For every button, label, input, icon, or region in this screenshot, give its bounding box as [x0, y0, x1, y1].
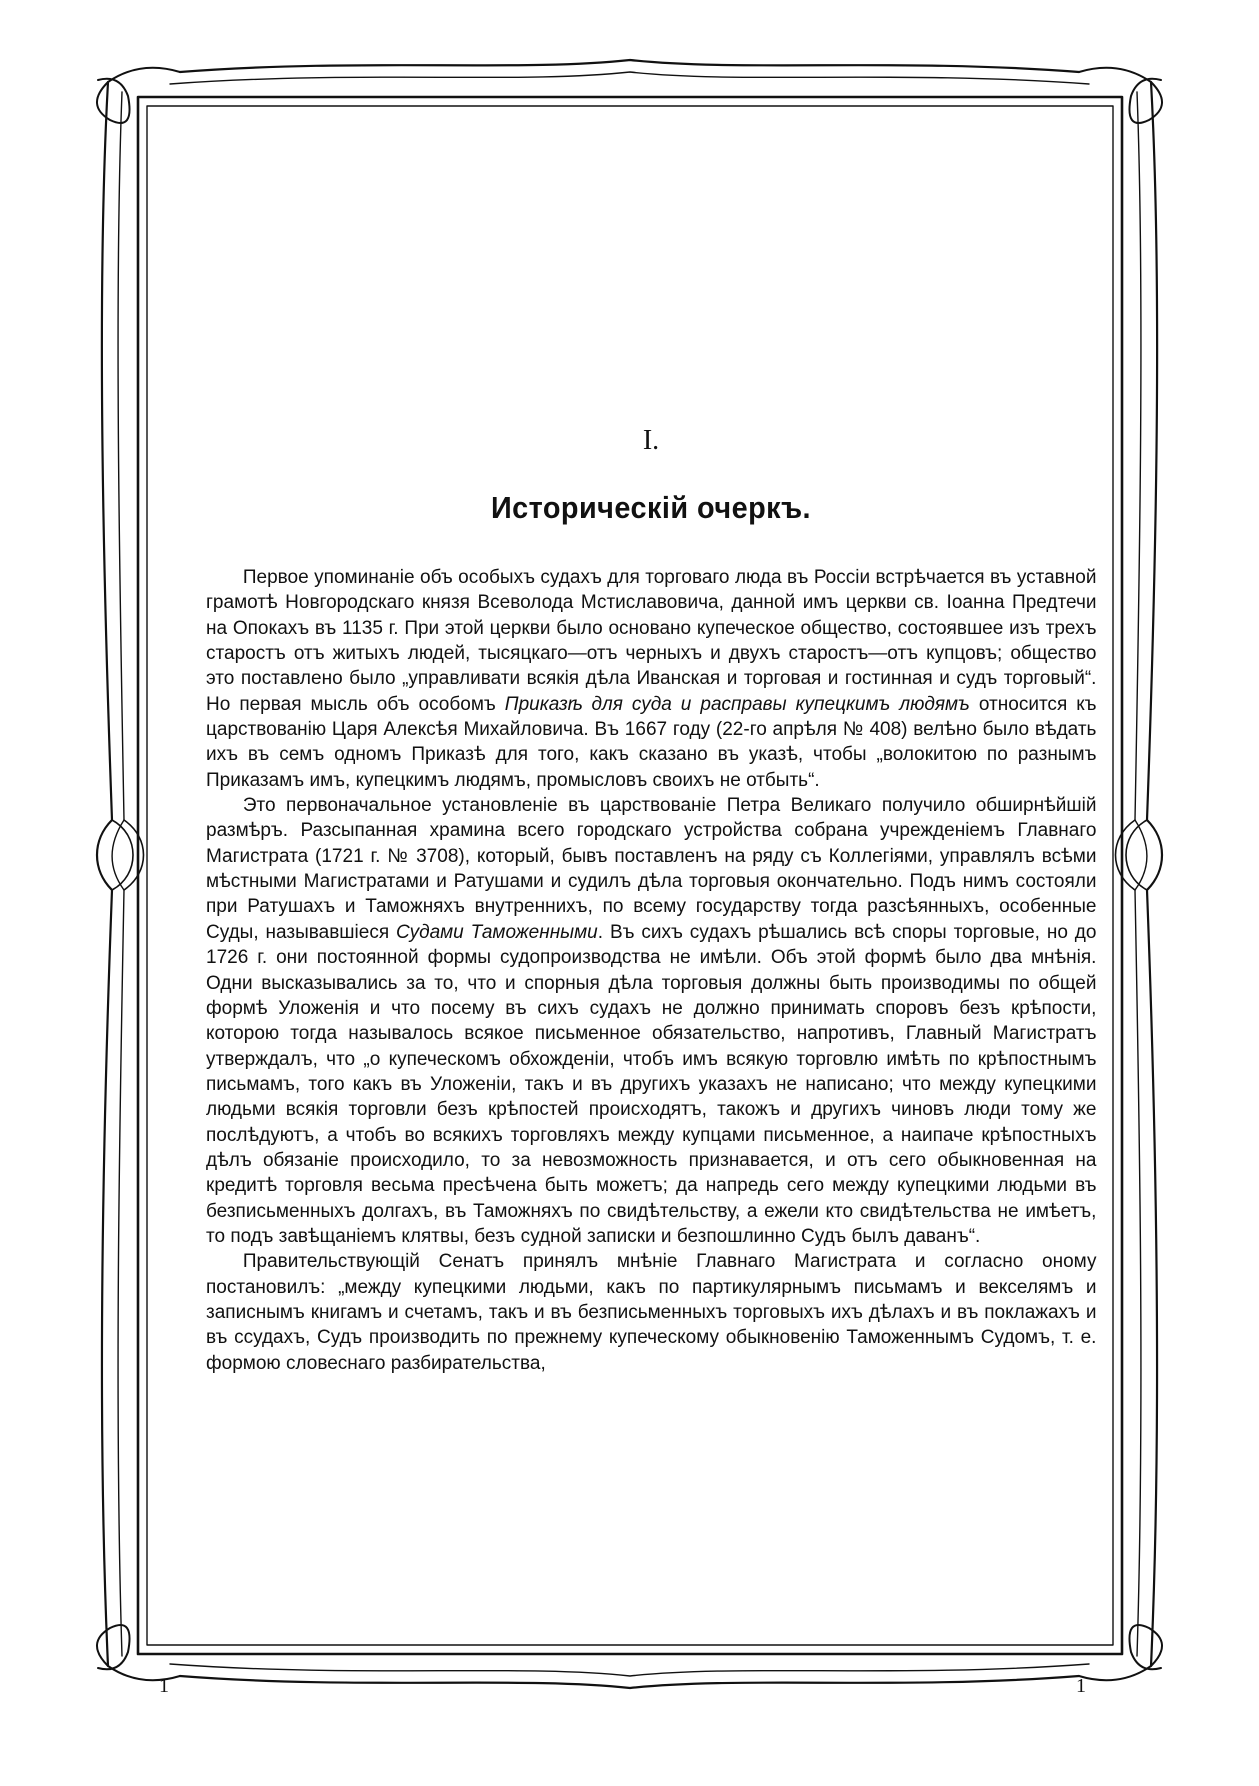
chapter-title: Историческій очеркъ. [490, 490, 812, 525]
paragraph [206, 1249, 1096, 1376]
paragraph-text: Правительствующій Сенатъ принялъ мнѣніе Главнаго Магистрата и согласно оному постановилъ: „между купецкими людьми, какъ по партикулярнымъ письмамъ и векселямъ и записнымъ книгамъ и счетамъ, такъ и въ безписьменныхъ торговыхъ ихъ дѣлахъ и въ поклажахъ и въ ссудахъ, Судъ производить по прежнему купеческому обыкновенію Таможеннымъ Судомъ, т. е. формою словеснаго разбирательства, [206, 1250, 1097, 1374]
paragraph-text: Это первоначальное установленіе въ царствованіе Петра Великаго получило обширнѣйшій размѣръ. Разсыпанная храмина всего городскаго устройства собрана учрежденіемъ Главнаго Магистрата (1721 г. № 3708), который, бывъ поставленъ на ряду съ Коллегіями, управлялъ всѣми мѣстными Магистратами и Ратушами и судилъ дѣла торговыя окончательно. Подъ нимъ состояли при Ратушахъ и Таможняхъ внутреннихъ, по всему государству тогда разсѣянныхъ, особенные Суды, называвшіеся [206, 794, 1097, 943]
paragraph-emphasis: Судами Таможенными [396, 920, 598, 943]
page-number-right: 1 [1076, 1675, 1086, 1697]
paragraph [206, 793, 1096, 1249]
paragraph-emphasis: Приказѣ для суда и расправы купецкимъ людямъ [504, 692, 970, 715]
paragraph-text: относится къ царствованію Царя Алексѣя Михайловича. Въ 1667 году (22-го апрѣля № 408) велѣно было вѣдать ихъ въ семъ одномъ Приказѣ для того, какъ сказано въ указѣ, чтобы „волокитою по разнымъ Приказамъ имъ, купецкимъ людямъ, промысловъ своихъ не отбыть“. [206, 692, 1097, 791]
chapter-number: I. [642, 425, 660, 456]
paragraph [206, 565, 1096, 793]
paragraph-text: Первое упоминаніе объ особыхъ судахъ для торговаго люда въ Россіи встрѣчается въ уставной грамотѣ Новгородскаго князя Всеволода Мстиславовича, данной имъ церкви св. Іоанна Предтечи на Опокахъ въ 1135 г. При этой церкви было основано купеческое общество, состоявшее изъ трехъ старостъ отъ житыхъ людей, тысяцкаго—отъ черныхъ и двухъ старостъ—отъ купцовъ; общество это поставлено было „управливати всякія дѣла Иванская и торговая и гостинная и судъ торговый“. Но первая мысль объ особомъ [206, 566, 1097, 715]
page-number-left: 1 [159, 1675, 169, 1697]
paragraph-text: . Въ сихъ судахъ рѣшались всѣ споры торговые, но до 1726 г. они постоянной формы судопроизводства не имѣли. Объ этой формѣ было два мнѣнія. Одни высказывались за то, что и спорныя дѣла торговыя должны быть производимы по общей формѣ Уложенія и что посему въ сихъ судахъ не должно принимать споровъ безъ крѣпости, которою тогда называлось всякое письменное обязательство, напротивъ, Главный Магистратъ утверждалъ, что „о купеческомъ обхожденіи, чтобъ имъ всякую торговлю имѣть по крѣпостнымъ письмамъ, того какъ въ Уложеніи, такъ и въ другихъ указахъ не написано; что между купецкими людьми всякія торговли безъ крѣпостей происходятъ, такожъ и другихъ чиновъ люди тому же послѣдуютъ, а чтобъ во всякихъ торговляхъ между купцами письменное, а наипаче крѣпостныхъ дѣлъ обязаніе происходило, то за невозможность признавается, и отъ сего обыкновенная на кредитѣ торговля весьма пресѣчена быть можетъ; да напредь сего между купецкими людьми въ безписьменныхъ долгахъ, въ Таможняхъ по свидѣтельству, а ежели кто свидѣтельства не имѣетъ, то подъ завѣщаніемъ клятвы, безъ судной записки и безпошлинно Судъ былъ даванъ“. [206, 920, 1097, 1247]
body-text [206, 565, 1096, 1376]
